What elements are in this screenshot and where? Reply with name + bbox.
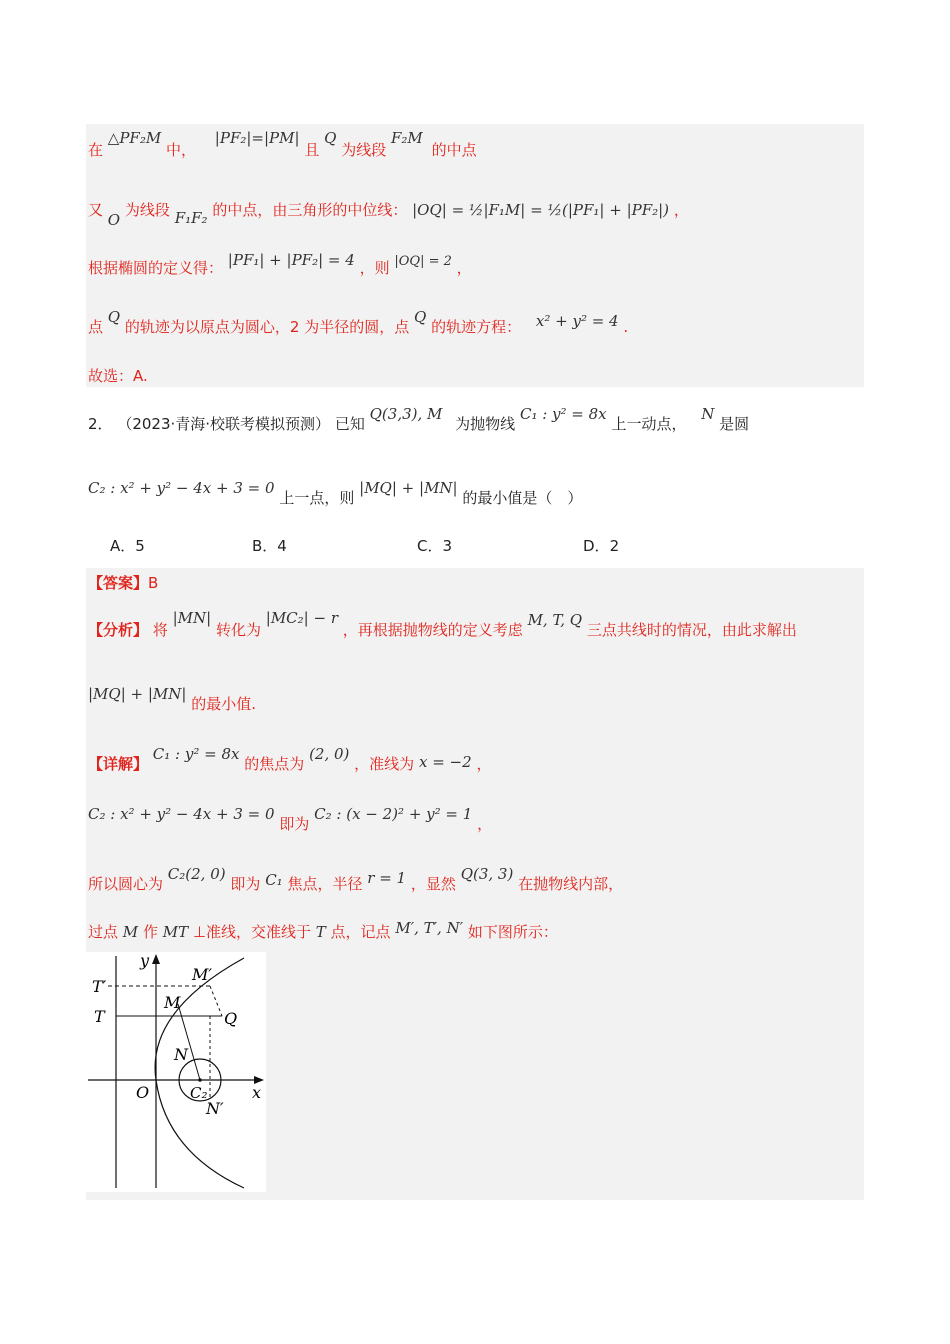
detail-line-4: 过点 M 作 MT ⊥准线，交准线于 T 点，记点 M′, T′, N′ 如下图所示： <box>88 919 558 941</box>
detail-line-2: C₂ : x² + y² − 4x + 3 = 0 即为 C₂ : (x − 2)² + y² = 1 ， <box>88 805 493 833</box>
option-b[interactable]: B．4 <box>252 537 287 555</box>
y-axis-arrow <box>152 954 160 964</box>
label-t: T <box>94 1007 105 1026</box>
option-a[interactable]: A．5 <box>110 537 145 555</box>
m-c2-segment <box>178 1004 200 1080</box>
label-q: Q <box>224 1009 238 1028</box>
detail-line-1: 【详解】 C₁ : y² = 8x 的焦点为 (2, 0) ，准线为 x = −2 ， <box>88 745 492 773</box>
analysis-line-1: 【分析】 将 |MN| 转化为 |MC₂| − r ，再根据抛物线的定义考虑 M, T, Q 三点共线时的情况，由此求解出 <box>88 609 797 639</box>
label-n-prime: N′ <box>206 1099 224 1118</box>
sol1-choice: 故选：A. <box>88 367 148 385</box>
sol1-line-1: 在 △PF₂M 中， |PF₂|=|PM| 且 Q 为线段 F₂M 的中点 <box>88 129 477 159</box>
sol1-line-4: 点 Q 的轨迹为以原点为圆心，2 为半径的圆，点 Q 的轨迹方程： x² + y² = 4 . <box>88 308 629 336</box>
label-c2: C₂ <box>190 1084 208 1102</box>
sol1-line-3: 根据椭圆的定义得： |PF₁| + |PF₂| = 4 ，则 |OQ| = 2 ， <box>88 251 472 277</box>
detail-line-3: 所以圆心为 C₂(2, 0) 即为 C₁ 焦点，半径 r = 1 ，显然 Q(3, 3) 在抛物线内部， <box>88 865 624 893</box>
sol1-line-2: 又 O 为线段 F₁F₂ 的中点，由三角形的中位线： |OQ| = ½|F₁M| = ½(|PF₁| + |PF₂|) ， <box>88 201 689 229</box>
solution-1-box <box>86 124 864 387</box>
option-d[interactable]: D．2 <box>583 537 620 555</box>
option-c[interactable]: C．3 <box>417 537 453 555</box>
answer-line: 【答案】B <box>88 574 159 592</box>
label-x: x <box>252 1083 262 1102</box>
label-y: y <box>140 952 150 970</box>
q2-line-2: C₂ : x² + y² − 4x + 3 = 0 上一点，则 |MQ| + |MN| 的最小值是（ ） <box>88 479 583 507</box>
label-n: N <box>174 1045 188 1064</box>
label-t-prime: T′ <box>92 977 107 996</box>
m-prime-q-dashed <box>210 986 222 1016</box>
parabola-figure <box>86 952 266 1192</box>
label-m: M <box>164 993 181 1012</box>
analysis-line-2: |MQ| + |MN| 的最小值. <box>88 685 257 713</box>
label-m-prime: M′ <box>192 965 213 984</box>
label-o: O <box>136 1083 150 1102</box>
q2-line-1: 2． （2023·青海·校联考模拟预测） 已知 Q(3,3), M 为抛物线 C₁ : y² = 8x 上一动点， N 是圆 <box>88 405 750 433</box>
